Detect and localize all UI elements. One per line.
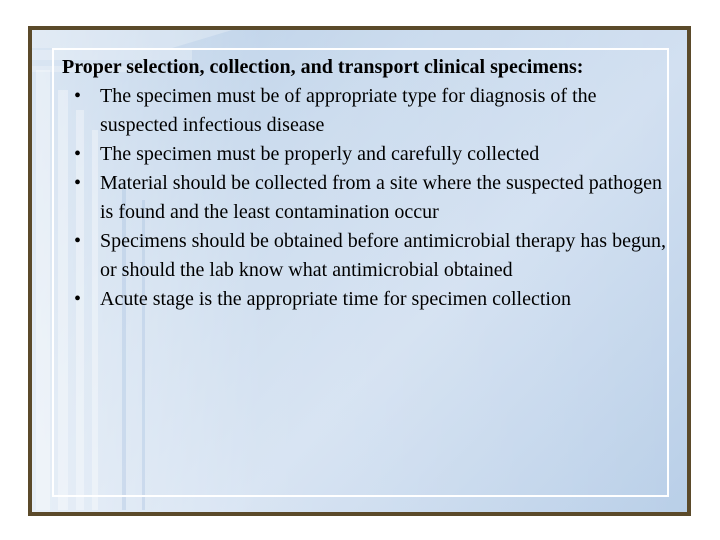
- bullet-text: Specimens should be obtained before antimicrobial therapy has begun, or should the lab know what antimicrobial obtained: [100, 230, 666, 281]
- bullet-marker: •: [74, 172, 82, 194]
- bullet-item: [62, 140, 672, 169]
- bullet-marker: •: [74, 85, 82, 107]
- bullet-item: [62, 169, 672, 227]
- slide-heading: Proper selection, collection, and transport clinical specimens:: [62, 56, 584, 78]
- bullet-marker: •: [74, 143, 82, 165]
- bullet-text: Acute stage is the appropriate time for specimen collection: [100, 288, 571, 310]
- bullet-marker: •: [74, 288, 82, 310]
- bullet-text: The specimen must be properly and carefully collected: [100, 143, 540, 165]
- bullet-text: The specimen must be of appropriate type for diagnosis of the suspected infectious disease: [100, 85, 597, 136]
- bullet-item: [62, 285, 672, 314]
- bullet-marker: •: [74, 230, 82, 252]
- bullet-item: [62, 82, 672, 140]
- slide-content: [62, 53, 672, 314]
- bullet-item: [62, 227, 672, 285]
- bullet-text: Material should be collected from a site where the suspected pathogen is found and the least contamination occur: [100, 172, 663, 223]
- bullet-list: [62, 82, 672, 314]
